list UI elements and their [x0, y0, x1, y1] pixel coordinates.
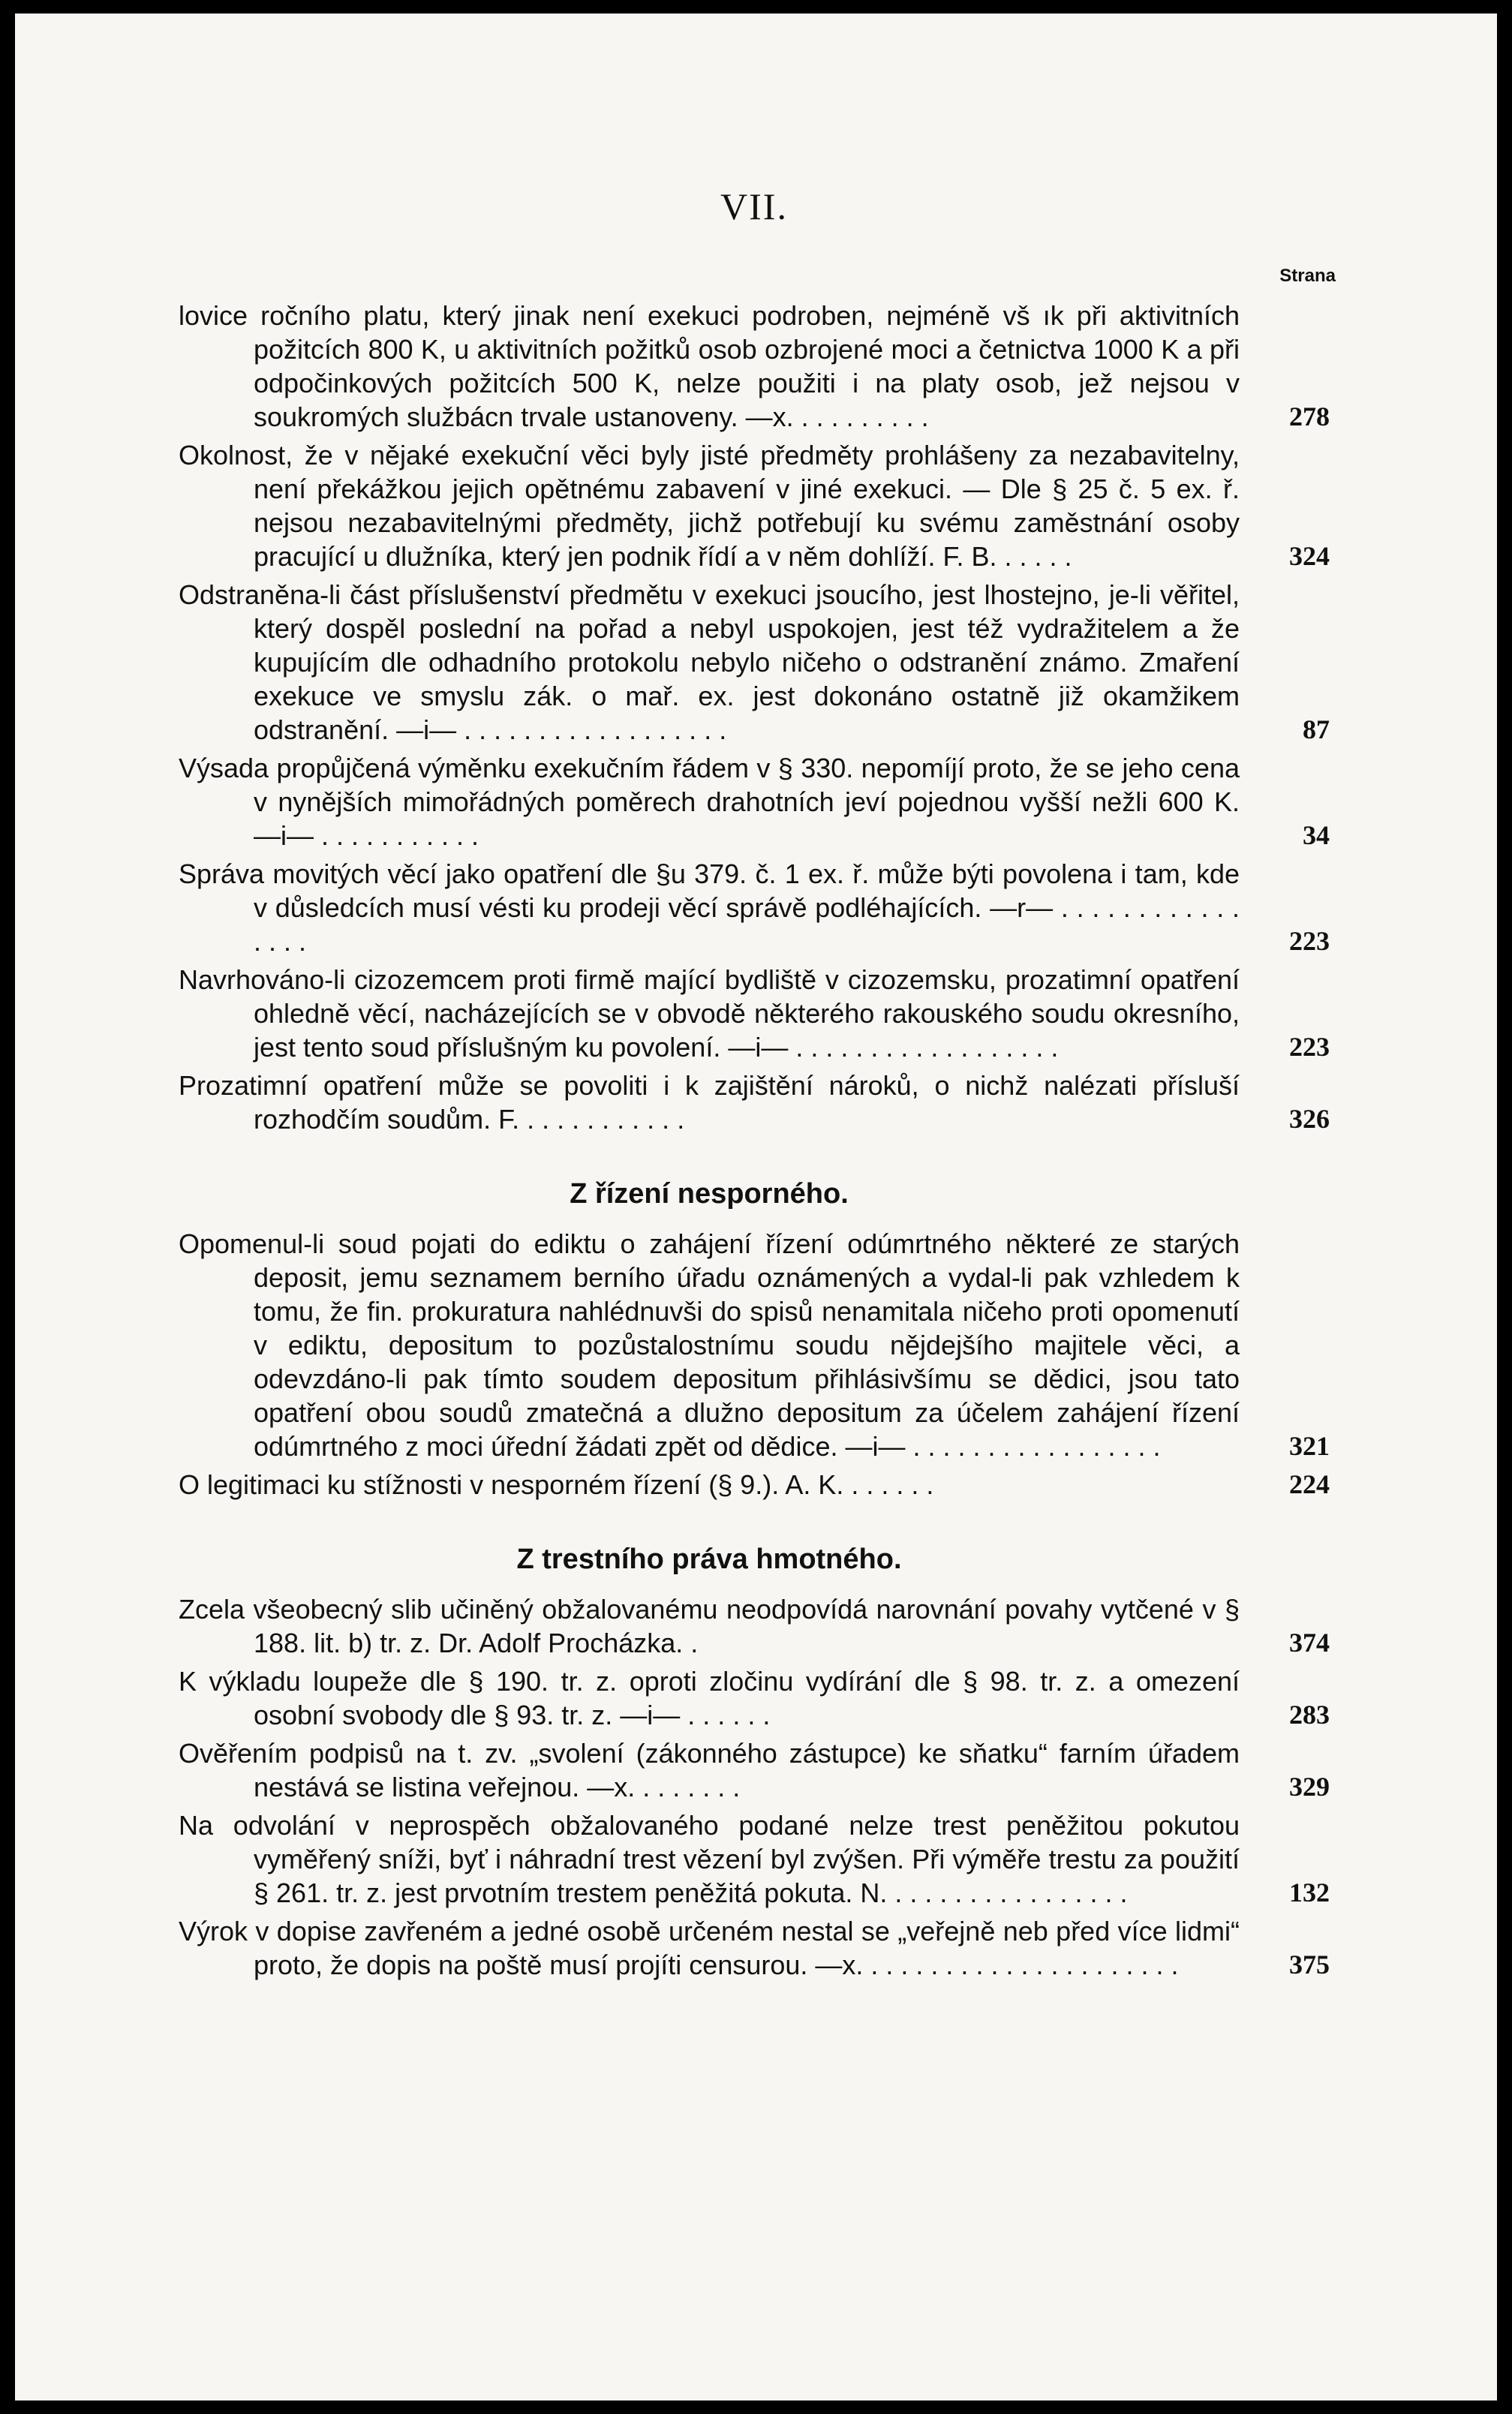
index-entry [179, 751, 1330, 852]
entry-text: Na odvolání v neprospěch obžalovaného podané nelze trest peněžitou pokutou vyměřený sníži, byť i náhradní trest vězení byl zvýšen. Při výměře trestu za použití § 261. tr. z. jest prvotním trestem peněžitá pokuta. N. . . . . . . . . . . . . . . . . [179, 1810, 1240, 1908]
entry-page-number: 224 [1289, 1469, 1330, 1499]
index-list [179, 299, 1330, 1986]
entry-page-number: 278 [1289, 401, 1330, 431]
entry-page-number: 329 [1289, 1772, 1330, 1802]
entry-page-number: 87 [1303, 714, 1330, 744]
entry-text: Výrok v dopise zavřeném a jedné osobě určeném nestal se „veřejně neb před více lidmi“ proto, že dopis na poště musí projíti censurou. —x. . . . . . . . . . . . . . . . . . . . . . [179, 1916, 1240, 1980]
index-entry [179, 1664, 1330, 1732]
entry-page-number: 34 [1303, 820, 1330, 850]
entry-page-number: 283 [1289, 1700, 1330, 1730]
entry-page-number: 321 [1289, 1431, 1330, 1461]
entry-text: Odstraněna-li část příslušenství předmětu v exekuci jsoucího, jest lhostejno, je-li věřitel, který dospěl poslední na pořad a nebyl uspokojen, jest též vydražitelem a že kupujícím dle odhadního protokolu nebylo ničeho o odstranění známo. Zmaření exekuce ve smyslu zák. o mař. ex. jest dokonáno ostatně již okamžikem odstranění. —i— . . . . . . . . . . . . . . . . . . [179, 579, 1240, 745]
entry-text: Zcela všeobecný slib učiněný obžalovanému neodpovídá narovnání povahy vytčené v § 188. lit. b) tr. z. Dr. Adolf Procházka. . [179, 1594, 1240, 1658]
index-entry [179, 1227, 1330, 1463]
section-heading: Z řízení nesporného. [570, 1178, 849, 1210]
entry-text: K výkladu loupeže dle § 190. tr. z. oproti zločinu vydírání dle § 98. tr. z. a omezení osobní svobody dle § 93. tr. z. —i— . . . . . . [179, 1666, 1240, 1730]
entry-page-number: 324 [1289, 541, 1330, 571]
index-entry [179, 1592, 1330, 1660]
entry-text: O legitimaci ku stížnosti v nesporném řízení (§ 9.). A. K. . . . . . . [179, 1469, 934, 1500]
index-entry [179, 1069, 1330, 1136]
entry-text: Výsada propůjčená výměnku exekučním řádem v § 330. nepomíjí proto, že se jeho cena v nynějších mimořádných poměrech drahotních jeví pojednou vyšší nežli 600 K. —i— . . . . . . . . . . . [179, 753, 1240, 851]
entry-text: Správa movitých věcí jako opatření dle §u 379. č. 1 ex. ř. může býti povolena i tam, kde v důsledcích musí vésti ku prodeji věcí správě podléhajících. —r— . . . . . . . . . . . . . . . . [179, 858, 1240, 957]
entry-page-number: 223 [1289, 926, 1330, 956]
entry-page-number: 374 [1289, 1628, 1330, 1658]
entry-text: Navrhováno-li cizozemcem proti firmě mající bydliště v cizozemsku, prozatimní opatření ohledně věcí, nacházejících se v obvodě některého rakouského soudu okresního, jest tento soud příslušným ku povolení. —i— . . . . . . . . . . . . . . . . . . [179, 964, 1240, 1063]
index-entry [179, 963, 1330, 1064]
index-entry [179, 857, 1330, 958]
entry-page-number: 223 [1289, 1032, 1330, 1062]
entry-text: Okolnost, že v nějaké exekuční věci byly jisté předměty prohlášeny za nezabavitelny, není překážkou jejich opětnému zabavení v jiné exekuci. — Dle § 25 č. 5 ex. ř. nejsou nezabavitelnými předměty, jichž potřebují ku svému zaměstnání osoby pracující u dlužníka, který jen podnik řídí a v něm dohlíží. F. B. . . . . . [179, 440, 1240, 572]
page-column-label: Strana [1279, 266, 1336, 286]
page-number: VII. [720, 185, 788, 227]
book-page [15, 14, 1497, 2400]
entry-text: Opomenul-li soud pojati do ediktu o zahájení řízení odúmrtného některé ze starých deposit, jemu seznamem berního úřadu oznámených a vydal-li pak vzhledem k tomu, že fin. prokuratura nahlédnuvši do spisů nenamitala ničeho proti opomenutí v ediktu, depositum to pozůstalostnímu soudu nějdejšího majitele věci, a odevzdáno-li pak tímto soudem depositum přihlásivšímu se dědici, jsou tato opatření obou soudů zmatečná a dlužno depositum za účelem zahájení řízení odúmrtného z moci úřední žádati zpět od dědice. —i— . . . . . . . . . . . . . . . . . [179, 1228, 1240, 1462]
section-heading: Z trestního práva hmotného. [516, 1544, 902, 1575]
index-entry [179, 578, 1330, 747]
index-entry [179, 1468, 1330, 1502]
entry-page-number: 375 [1289, 1950, 1330, 1980]
index-entry [179, 1808, 1330, 1910]
entry-text: Prozatimní opatření může se povoliti i k zajištění nároků, o nichž nalézati přísluší rozhodčím soudům. F. . . . . . . . . . . . [179, 1070, 1240, 1135]
index-entry [179, 1736, 1330, 1804]
entry-text: Ověřením podpisů na t. zv. „svolení (zákonného zástupce) ke sňatku“ farním úřadem nestává se listina veřejnou. —x. . . . . . . . [179, 1738, 1240, 1802]
index-entry [179, 299, 1330, 434]
index-entry [179, 438, 1330, 573]
entry-page-number: 326 [1289, 1104, 1330, 1134]
index-entry [179, 1914, 1330, 1982]
entry-page-number: 132 [1289, 1877, 1330, 1907]
entry-text: lovice ročního platu, který jinak není exekuci podroben, nejméně vš ık při aktivitních požitcích 800 K, u aktivitních požitků osob ozbrojené moci a četnictva 1000 K a při odpočinkových požitcích 500 K, nelze použiti i na platy osob, jež nejsou v soukromých službácn trvale ustanoveny. —x. . . . . . . . . . [179, 300, 1240, 432]
